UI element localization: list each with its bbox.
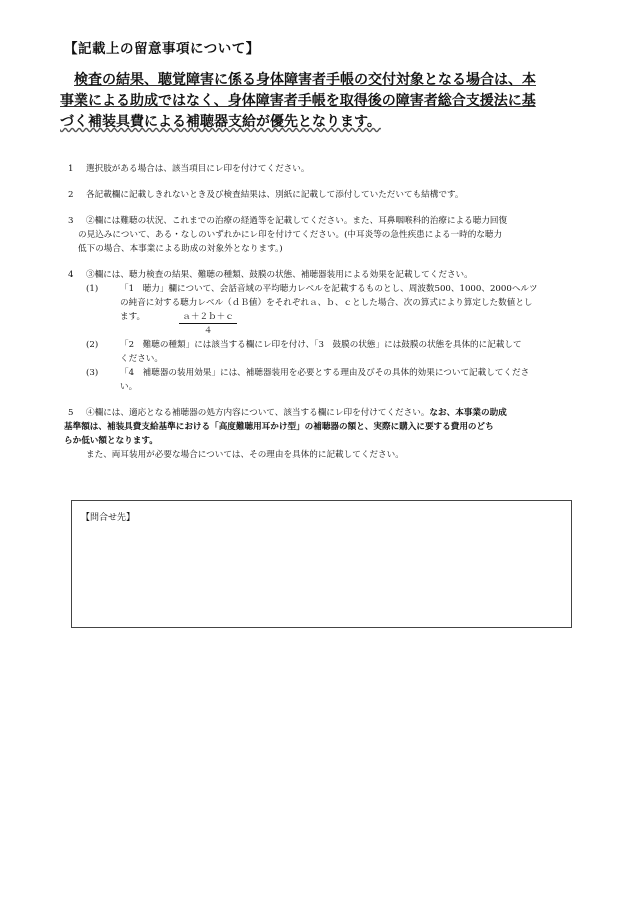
note-text: 選択肢がある場合は、該当項目にレ印を付けてください。: [86, 164, 310, 174]
note-item-3: [64, 214, 574, 256]
note-text: 各記載欄に記載しきれないとき及び検査結果は、別紙に記載して添付していただいても結構です。: [86, 190, 464, 200]
note-item-5: [64, 406, 574, 462]
sub-number: (3): [86, 368, 99, 378]
note-text-line: ②欄には難聴の状況、これまでの治療の経過等を記載してください。また、耳鼻咽喉科的治療による聴力回復: [86, 216, 508, 226]
sub-text-line: 「2 難聴の種類」には該当する欄にレ印を付け、「3 鼓膜の状態」には鼓膜の状態を具体的に記載して: [120, 340, 522, 350]
sub-text-line: ます。: [120, 312, 146, 322]
note-number: 5: [68, 408, 74, 418]
sub-item-1: [64, 282, 574, 338]
sub-number: (1): [86, 284, 99, 294]
priority-notice: [60, 70, 568, 133]
note-text: また、両耳装用が必要な場合については、その理由を具体的に記載してください。: [86, 450, 404, 460]
section-title: 【記載上の留意事項について】: [64, 41, 260, 57]
contact-label: 【問合せ先】: [81, 513, 136, 523]
note-number: 2: [68, 190, 74, 200]
note-number: 1: [68, 164, 74, 174]
formula-numerator: ａ＋２ｂ＋ｃ: [182, 312, 234, 322]
sub-text-line: 「1 聴力」欄について、会話音域の平均聴力レベルを記載するものとし、周波数500、1000、2000ヘルツ: [120, 284, 538, 294]
sub-text-line: の純音に対する聴力レベル（ｄＢ値）をそれぞれａ、ｂ、ｃとした場合、次の算式により算定した数値とし: [120, 298, 533, 308]
note-text-line: の見込みについて、ある・なしのいずれかにレ印を付けてください。(中耳炎等の急性疾患による一時的な聴力: [78, 230, 503, 240]
note-text-bold: らか低い額となります。: [64, 436, 158, 446]
sub-item-3: [64, 366, 574, 394]
note-number: 3: [68, 216, 74, 226]
note-item-1: [64, 162, 574, 176]
note-text-bold: 基準額は、補装具費支給基準における「高度難聴用耳かけ型」の補聴器の額と、実際に購入に要する費用のどち: [64, 422, 494, 432]
sub-text-line: 「4 補聴器の装用効果」には、補聴器装用を必要とする理由及びその具体的効果について記載してくださ: [120, 368, 530, 378]
hearing-level-formula: [179, 310, 237, 338]
notes-list: [64, 162, 574, 462]
sub-number: (2): [86, 340, 99, 350]
formula-denominator: ４: [203, 326, 213, 336]
contact-box: [71, 500, 572, 628]
note-number: 4: [68, 270, 74, 280]
note-item-4: [64, 268, 574, 394]
note-text: ④欄には、適応となる補聴器の処方内容について、該当する欄にレ印を付けてください。: [86, 408, 430, 418]
note-item-2: [64, 188, 574, 202]
sub-text-line: ください。: [120, 354, 163, 364]
notice-line-2: 事業による助成ではなく、身体障害者手帳を取得後の障害者総合支援法に基: [60, 93, 536, 109]
notice-line-1: 検査の結果、聴覚障害に係る身体障害者手帳の交付対象となる場合は、本: [74, 72, 536, 88]
sub-text-line: い。: [120, 382, 138, 392]
note-text-bold: なお、本事業の助成: [429, 408, 507, 418]
note-text-line: ③欄には、聴力検査の結果、難聴の種類、鼓膜の状態、補聴器装用による効果を記載してください。: [86, 270, 473, 280]
notice-line-3: づく補装具費による補聴器支給が優先となります。: [60, 114, 381, 130]
note-text-line: 低下の場合、本事業による助成の対象外となります。): [78, 244, 283, 254]
sub-item-2: [64, 338, 574, 366]
